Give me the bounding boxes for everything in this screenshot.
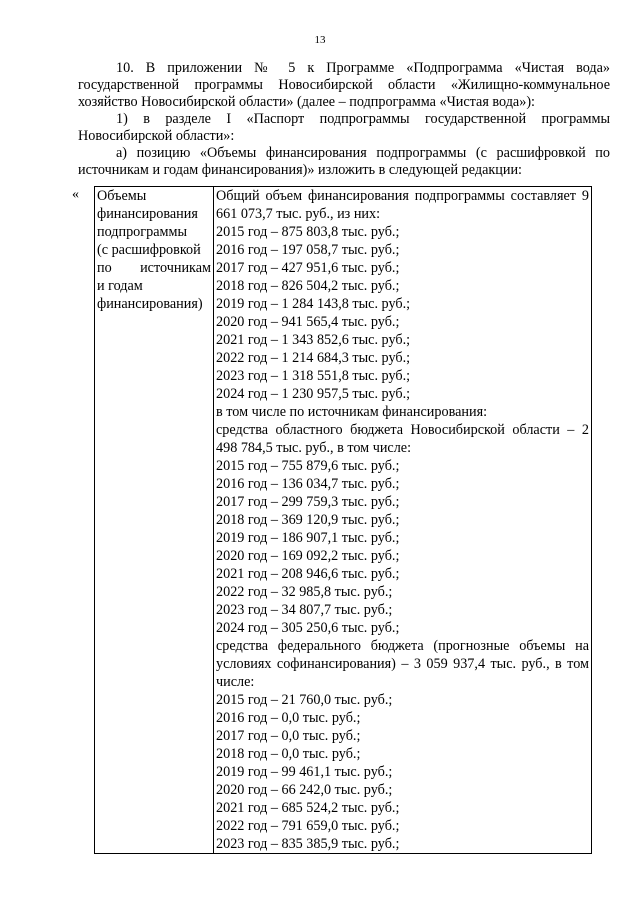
table-row — [95, 187, 592, 854]
regional-budget: средства областного бюджета Новосибирской области – 2 498 784,5 тыс. руб., в том числе: — [216, 422, 589, 456]
year-line: 2021 год – 685 524,2 тыс. руб.; — [216, 800, 400, 816]
financing-table — [94, 186, 592, 854]
year-line: 2022 год – 32 985,8 тыс. руб.; — [216, 584, 393, 600]
opening-quote-mark: « — [72, 187, 79, 202]
year-line: 2020 год – 66 242,0 тыс. руб.; — [216, 782, 393, 798]
paragraph-subitem-a: а) позицию «Объемы финансирования подпрограммы (с расшифровкой по источникам и годам финансирования)» изложить в следующей редакции: — [78, 145, 610, 178]
year-line: 2022 год – 1 214 684,3 тыс. руб.; — [216, 350, 411, 366]
year-line: 2021 год – 1 343 852,6 тыс. руб.; — [216, 332, 411, 348]
year-line: 2023 год – 34 807,7 тыс. руб.; — [216, 602, 393, 618]
year-line: 2016 год – 136 034,7 тыс. руб.; — [216, 476, 400, 492]
year-line: 2016 год – 0,0 тыс. руб.; — [216, 710, 361, 726]
year-line: 2021 год – 208 946,6 тыс. руб.; — [216, 566, 400, 582]
year-line: 2019 год – 99 461,1 тыс. руб.; — [216, 764, 393, 780]
label-line: Объемы — [97, 188, 147, 204]
label-line: финансирования) — [97, 296, 203, 312]
year-line: 2019 год – 1 284 143,8 тыс. руб.; — [216, 296, 411, 312]
year-line: 2017 год – 0,0 тыс. руб.; — [216, 728, 361, 744]
year-line: 2023 год – 835 385,9 тыс. руб.; — [216, 836, 400, 852]
intro-text — [78, 60, 610, 179]
year-line: 2018 год – 0,0 тыс. руб.; — [216, 746, 361, 762]
label-line: (с расшифровкой — [97, 242, 201, 258]
year-line: 2023 год – 1 318 551,8 тыс. руб.; — [216, 368, 411, 384]
year-line: 2024 год – 1 230 957,5 тыс. руб.; — [216, 386, 411, 402]
total-financing: Общий объем финансирования подпрограммы составляет 9 661 073,7 тыс. руб., из них: — [216, 188, 589, 222]
year-line: 2020 год – 169 092,2 тыс. руб.; — [216, 548, 400, 564]
year-line: 2015 год – 755 879,6 тыс. руб.; — [216, 458, 400, 474]
year-line: 2017 год – 427 951,6 тыс. руб.; — [216, 260, 400, 276]
value-cell — [214, 187, 592, 854]
label-line: финансирования — [97, 206, 198, 222]
federal-budget: средства федерального бюджета (прогнозные объемы на условиях софинансирования) – 3 059 937,4 тыс. руб., в том числе: — [216, 638, 589, 690]
year-line: 2017 год – 299 759,3 тыс. руб.; — [216, 494, 400, 510]
label-line: и годам — [97, 278, 143, 294]
year-line: 2018 год – 369 120,9 тыс. руб.; — [216, 512, 400, 528]
paragraph-item-10: 10. В приложении № 5 к Программе «Подпрограмма «Чистая вода» государственной программы Новосибирской области «Жилищно-коммунальное хозяйство Новосибирской области» (далее – подпрограмма «Чистая вода»): — [78, 60, 610, 110]
year-line: 2018 год – 826 504,2 тыс. руб.; — [216, 278, 400, 294]
page-number: 13 — [314, 34, 326, 46]
label-line: по источникам — [97, 260, 211, 276]
year-line: 2019 год – 186 907,1 тыс. руб.; — [216, 530, 400, 546]
label-cell — [95, 187, 214, 854]
year-line: 2024 год – 305 250,6 тыс. руб.; — [216, 620, 400, 636]
paragraph-subitem-1: 1) в разделе I «Паспорт подпрограммы государственной программы Новосибирской области»: — [78, 111, 610, 144]
year-line: 2020 год – 941 565,4 тыс. руб.; — [216, 314, 400, 330]
label-line: подпрограммы — [97, 224, 187, 240]
year-line: 2022 год – 791 659,0 тыс. руб.; — [216, 818, 400, 834]
year-line: 2015 год – 875 803,8 тыс. руб.; — [216, 224, 400, 240]
year-line: 2016 год – 197 058,7 тыс. руб.; — [216, 242, 400, 258]
year-line: 2015 год – 21 760,0 тыс. руб.; — [216, 692, 393, 708]
by-sources-heading: в том числе по источникам финансирования: — [216, 404, 488, 420]
